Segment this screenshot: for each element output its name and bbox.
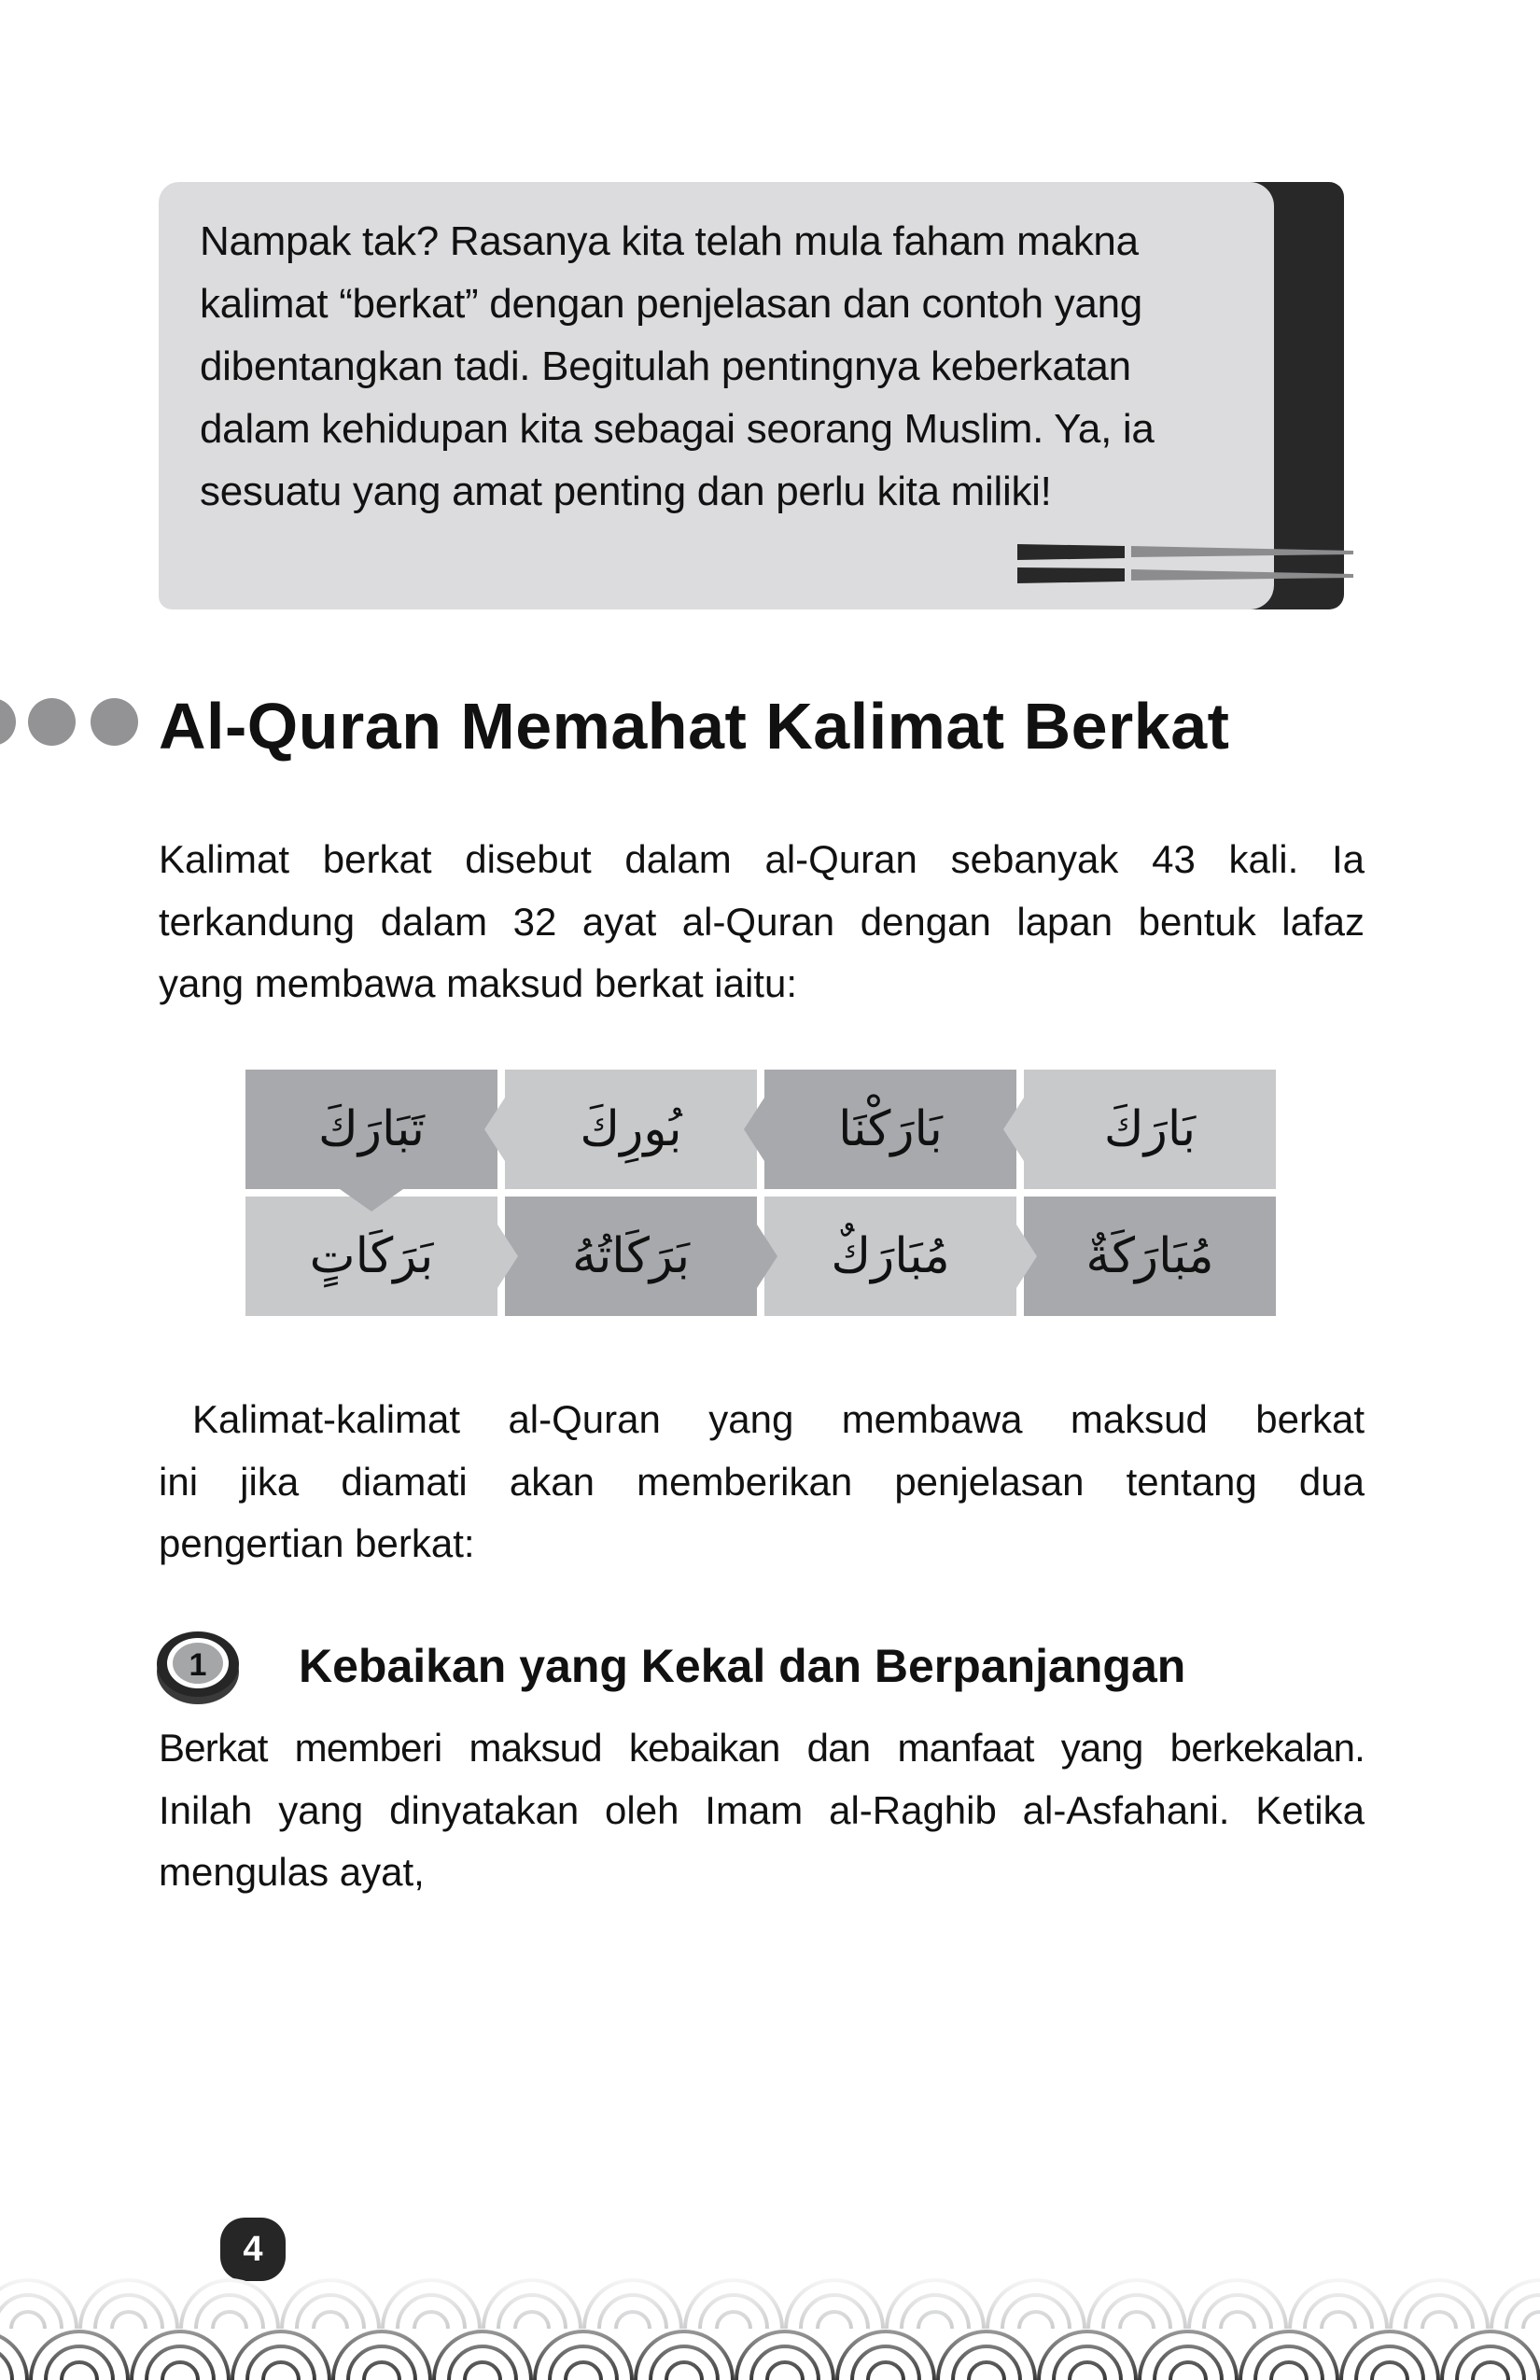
arabic-word: بَرَكَاتٍ bbox=[309, 1228, 434, 1284]
callout-text bbox=[200, 210, 1245, 523]
arabic-word: بَرَكَاتُهُ bbox=[571, 1228, 691, 1284]
arabic-form-cell bbox=[764, 1197, 1016, 1316]
callout-line: kalimat “berkat” dengan penjelasan dan contoh yang bbox=[200, 281, 1142, 327]
arabic-forms-grid bbox=[245, 1070, 1276, 1316]
paragraph-line: terkandung dalam 32 ayat al-Quran dengan lapan bentuk lafaz bbox=[159, 899, 1365, 944]
paragraph-line: Kalimat berkat disebut dalam al-Quran sebanyak 43 kali. Ia bbox=[159, 837, 1365, 881]
dot-icon bbox=[28, 698, 76, 746]
arrow-right-icon bbox=[1016, 1225, 1037, 1288]
paragraph-line: Berkat memberi maksud kebaikan dan manfaat yang berkekalan. bbox=[159, 1726, 1365, 1770]
paragraph-line: pengertian berkat: bbox=[159, 1521, 475, 1565]
point-paragraph bbox=[159, 1717, 1365, 1904]
wave-pattern-icon bbox=[0, 2268, 1540, 2380]
number-badge-text: 1 bbox=[189, 1647, 207, 1683]
arabic-word: مُبَارَكَةٌ bbox=[1085, 1228, 1214, 1284]
point-title: Kebaikan yang Kekal dan Berpanjangan bbox=[299, 1640, 1186, 1692]
arabic-form-cell bbox=[245, 1197, 497, 1316]
callout-line: Nampak tak? Rasanya kita telah mula faham makna bbox=[200, 218, 1139, 264]
arrow-left-icon bbox=[744, 1098, 764, 1161]
intro-paragraph bbox=[159, 829, 1365, 1015]
arabic-form-cell bbox=[764, 1070, 1016, 1189]
page-number: 4 bbox=[220, 2218, 286, 2281]
paragraph-line: Kalimat-kalimat al-Quran yang membawa maksud berkat bbox=[192, 1397, 1365, 1441]
arrow-left-icon bbox=[484, 1098, 505, 1161]
paragraph-line: yang membawa maksud berkat iaitu: bbox=[159, 961, 797, 1005]
arabic-word: بَارَكَ bbox=[1103, 1101, 1197, 1157]
arrow-right-icon bbox=[497, 1225, 518, 1288]
arabic-word: مُبَارَكٌ bbox=[831, 1228, 950, 1284]
paragraph-line: ini jika diamati akan memberikan penjelasan tentang dua bbox=[159, 1459, 1365, 1504]
arabic-form-cell bbox=[245, 1070, 497, 1189]
arabic-word: بَارَكْنَا bbox=[838, 1101, 943, 1157]
callout-line: sesuatu yang amat penting dan perlu kita miliki! bbox=[200, 469, 1052, 514]
arrow-down-icon bbox=[340, 1189, 403, 1211]
arrow-right-icon bbox=[757, 1225, 777, 1288]
arrow-left-icon bbox=[1003, 1098, 1024, 1161]
arabic-form-cell bbox=[1024, 1197, 1276, 1316]
decorative-stripes-icon bbox=[1017, 541, 1353, 588]
arabic-form-cell bbox=[505, 1197, 757, 1316]
callout-box bbox=[159, 182, 1344, 609]
dot-icon bbox=[91, 698, 138, 746]
heading-dots-icon bbox=[0, 698, 149, 747]
arabic-form-cell bbox=[1024, 1070, 1276, 1189]
callout-line: dibentangkan tadi. Begitulah pentingnya keberkatan bbox=[200, 343, 1131, 389]
callout-line: dalam kehidupan kita sebagai seorang Muslim. Ya, ia bbox=[200, 406, 1155, 452]
paragraph-line: mengulas ayat, bbox=[159, 1850, 425, 1894]
arabic-form-cell bbox=[505, 1070, 757, 1189]
section-title: Al-Quran Memahat Kalimat Berkat bbox=[159, 690, 1230, 763]
number-badge-icon bbox=[155, 1629, 241, 1705]
paragraph-line: Inilah yang dinyatakan oleh Imam al-Raghib al-Asfahani. Ketika bbox=[159, 1787, 1365, 1832]
arabic-word: بُورِكَ bbox=[580, 1101, 682, 1157]
arabic-word: تَبَارَكَ bbox=[318, 1101, 425, 1157]
dot-icon bbox=[0, 698, 16, 746]
second-paragraph bbox=[159, 1389, 1365, 1575]
